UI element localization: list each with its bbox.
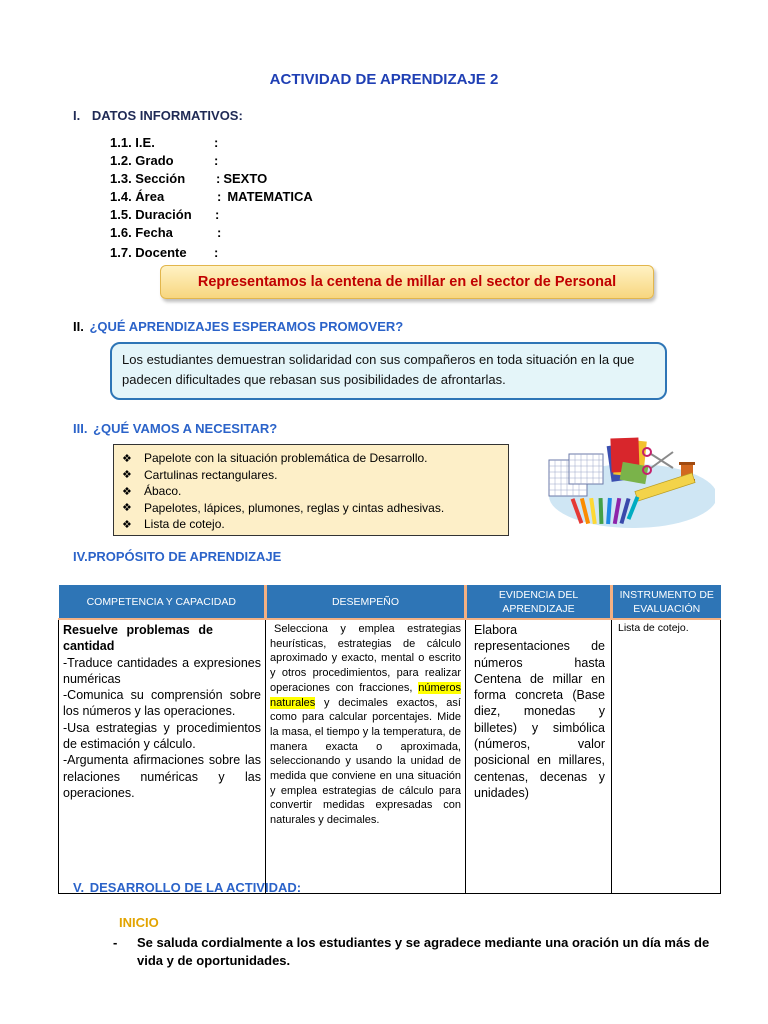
info-row-fecha (110, 224, 313, 242)
material-label: Cartulinas rectangulares. (144, 467, 278, 482)
competencia-cell (59, 619, 266, 893)
competencia-item: -Comunica su comprensión sobre los números y las operaciones. (63, 688, 261, 719)
section-label: PROPÓSITO DE APRENDIZAJE (87, 549, 282, 564)
info-row-grado (110, 152, 313, 170)
section-aprendizajes-heading (73, 319, 403, 334)
info-value: MATEMATICA (227, 189, 313, 204)
info-key: 1.4. Área (110, 189, 165, 204)
info-sep: : (214, 153, 219, 168)
highlighted-text: números naturales (270, 681, 461, 709)
aprendizajes-box (110, 342, 667, 400)
list-item (122, 483, 508, 500)
list-item (122, 516, 508, 533)
competencia-item: -Traduce cantidades a expresiones numéricas (63, 655, 261, 686)
info-sep: : (214, 245, 219, 260)
info-sep: : (217, 189, 222, 204)
info-key: 1.7. Docente (110, 245, 187, 260)
section-label: ¿QUÉ VAMOS A NECESITAR? (93, 421, 278, 436)
table-row (59, 619, 721, 893)
info-key: 1.5. Duración (110, 207, 192, 222)
section-label: DESARROLLO DE LA ACTIVIDAD: (89, 880, 302, 895)
diamond-bullet-icon: ❖ (122, 469, 132, 482)
inicio-heading: INICIO (119, 915, 159, 930)
column-header: EVIDENCIA DEL APRENDIZAJE (466, 585, 612, 619)
info-row-duracion (110, 206, 313, 224)
desempeno-text: y decimales exactos, así como para calcular porcentajes. Mide la masa, el tiempo y la temperatura, de manera exacta o aproximada, seleccionando y usando la unidad de medida que conviene en una situación y emplea estrategias de cálculo para convertir medidas expresadas con naturales y decimales. (270, 696, 461, 827)
section-number: I. (73, 108, 81, 123)
info-sep: : (217, 225, 222, 240)
info-sep: : (214, 135, 219, 150)
materials-box (113, 444, 509, 536)
material-label: Lista de cotejo. (144, 517, 225, 532)
info-sep: : (215, 207, 220, 222)
list-item (122, 467, 508, 484)
list-item (122, 450, 508, 467)
info-sep: : (216, 171, 221, 186)
section-label: DATOS INFORMATIVOS: (91, 108, 243, 123)
inicio-text: Se saluda cordialmente a los estudiantes y se agradece mediante una oración un día más de vida y de oportunidades. (137, 935, 710, 968)
section-number: IV. (73, 549, 88, 564)
material-label: Papelotes, lápices, plumones, reglas y cintas adhesivas. (144, 500, 445, 515)
banner-text: Representamos la centena de millar en el sector de Personal (197, 274, 617, 290)
evidencia-text: Elabora representaciones de números hasta Centena de millar en forma concreta (Base diez, monedas y billetes) y simbólica (números, valor posicional en millares, centenas, decenas y unidades) (474, 623, 605, 800)
instrumento-cell (612, 619, 721, 893)
diamond-bullet-icon: ❖ (122, 518, 132, 531)
column-header: INSTRUMENTO DE EVALUACIÓN (612, 585, 721, 619)
section-number: V. (73, 880, 85, 895)
list-item (113, 934, 713, 970)
desempeno-text: Selecciona y emplea estrategias heurísticas, estrategias de cálculo aproximado y exacto, mental o escrito y otros procedimientos, para realizar operaciones con fracciones, (270, 623, 461, 694)
info-row-seccion (110, 170, 313, 188)
page-title: ACTIVIDAD DE APRENDIZAJE 2 (269, 71, 499, 88)
desempeno-cell (266, 619, 466, 893)
info-key: 1.2. Grado (110, 153, 174, 168)
material-label: Papelote con la situación problemática de Desarrollo. (144, 451, 428, 466)
info-row-area (110, 188, 313, 206)
table-header-row (59, 585, 721, 619)
section-necesitar-heading (73, 421, 277, 436)
dash-bullet: - (113, 935, 118, 950)
diamond-bullet-icon: ❖ (122, 502, 132, 515)
info-key: 1.3. Sección (110, 171, 186, 186)
diamond-bullet-icon: ❖ (122, 452, 132, 465)
aprendizajes-text: Los estudiantes demuestran solidaridad con sus compañeros en toda situación en la que padecen dificultades que rebasan sus posibilidades de afrontarlas. (122, 352, 635, 387)
section-proposito-heading (73, 549, 281, 564)
section-datos-heading (73, 108, 243, 123)
competencia-item: -Usa estrategias y procedimientos de estimación y cálculo. (63, 720, 261, 752)
info-row-docente (110, 244, 313, 262)
evidencia-cell (466, 619, 612, 893)
section-number: II. (73, 319, 84, 334)
info-list (110, 134, 313, 262)
material-label: Ábaco. (144, 484, 182, 499)
competencia-title: Resuelve problemas de cantidad (63, 623, 213, 654)
activity-title-banner (160, 265, 654, 299)
section-desarrollo-heading (73, 880, 301, 895)
school-supplies-illustration (545, 424, 715, 532)
learning-purpose-table (58, 585, 721, 894)
section-label: ¿QUÉ APRENDIZAJES ESPERAMOS PROMOVER? (89, 319, 404, 334)
list-item (122, 500, 508, 517)
competencia-item: -Argumenta afirmaciones sobre las relaciones numéricas y las operaciones. (63, 753, 261, 800)
diamond-bullet-icon: ❖ (122, 485, 132, 498)
instrumento-text: Lista de cotejo. (618, 622, 689, 634)
column-header: DESEMPEÑO (266, 585, 466, 619)
info-key: 1.6. Fecha (110, 225, 173, 240)
info-value: SEXTO (223, 171, 268, 186)
column-header: COMPETENCIA Y CAPACIDAD (59, 585, 266, 619)
section-number: III. (73, 421, 88, 436)
info-row-ie (110, 134, 313, 152)
colored-paper-stack-icon (607, 438, 649, 485)
info-key: 1.1. I.E. (110, 135, 155, 150)
